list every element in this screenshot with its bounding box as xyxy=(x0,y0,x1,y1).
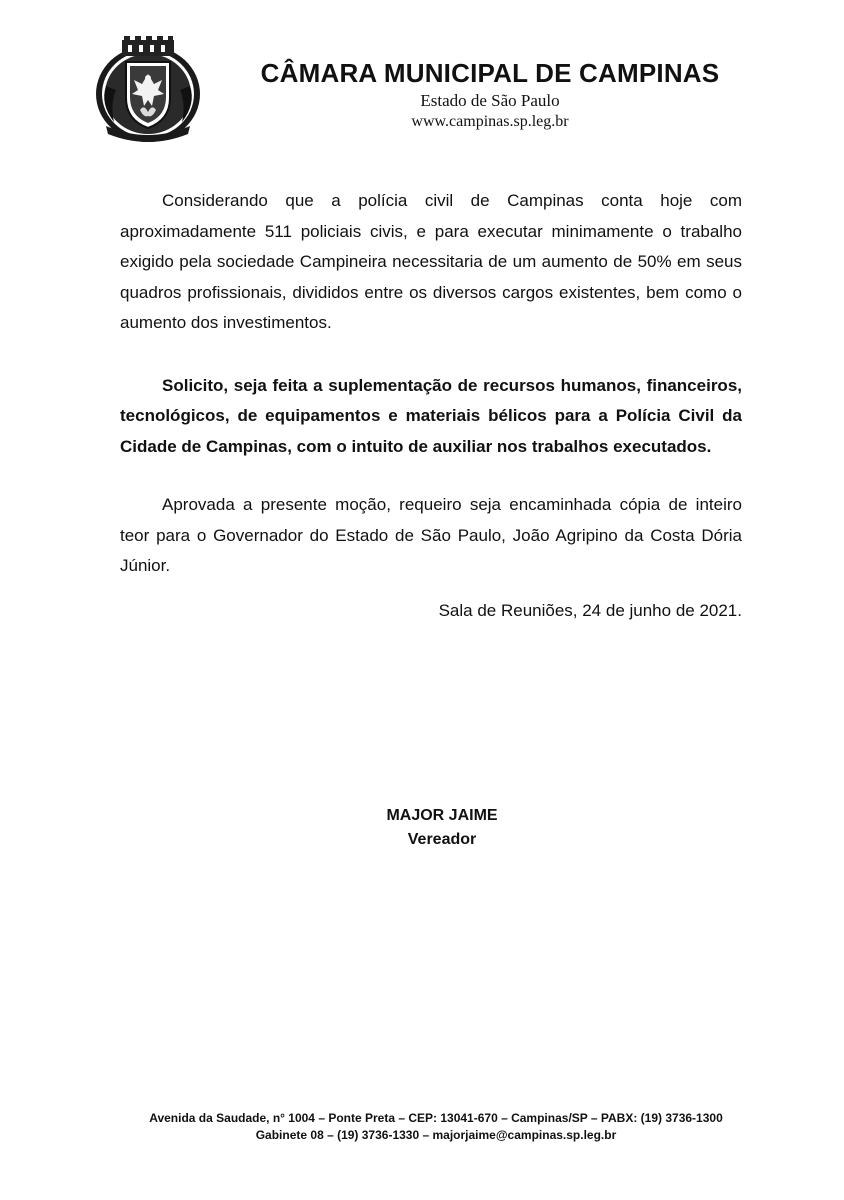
document-body xyxy=(120,186,742,582)
date-line: Sala de Reuniões, 24 de junho de 2021. xyxy=(438,601,742,620)
letterhead xyxy=(0,0,844,170)
signature-block xyxy=(242,804,642,852)
signatory-role: Vereador xyxy=(407,831,477,848)
signatory-name: MAJOR JAIME xyxy=(386,807,498,824)
footer-contact: Gabinete 08 – (19) 3736-1330 – majorjaime@campinas.sp.leg.br xyxy=(255,1128,617,1142)
institution-title: CÂMARA MUNICIPAL DE CAMPINAS xyxy=(260,58,720,88)
paragraph-considerando: Considerando que a polícia civil de Campinas conta hoje com aproximadamente 511 policiais civis, e para executar minimamente o trabalho exigido pela sociedade Campineira necessitaria de um aumento de 50% em seus quadros profissionais, divididos entre os diversos cargos existentes, bem como o aumento dos investimentos. xyxy=(120,191,742,332)
state-subtitle: Estado de São Paulo xyxy=(420,91,560,110)
footer xyxy=(0,1110,844,1144)
footer-address: Avenida da Saudade, n° 1004 – Ponte Preta – CEP: 13041-670 – Campinas/SP – PABX: (19) 3736-1300 xyxy=(149,1111,723,1125)
website-link[interactable]: www.campinas.sp.leg.br xyxy=(411,113,569,130)
letterhead-title-block xyxy=(240,58,740,132)
paragraph-aprovada: Aprovada a presente moção, requeiro seja encaminhada cópia de inteiro teor para o Governador do Estado de São Paulo, João Agripino da Costa Dória Júnior. xyxy=(120,495,742,575)
paragraph-solicito: Solicito, seja feita a suplementação de recursos humanos, financeiros, tecnológicos, de equipamentos e materiais bélicos para a Polícia Civil da Cidade de Campinas, com o intuito de auxiliar nos trabalhos executados. xyxy=(120,375,742,456)
city-coat-of-arms-icon xyxy=(92,34,204,146)
